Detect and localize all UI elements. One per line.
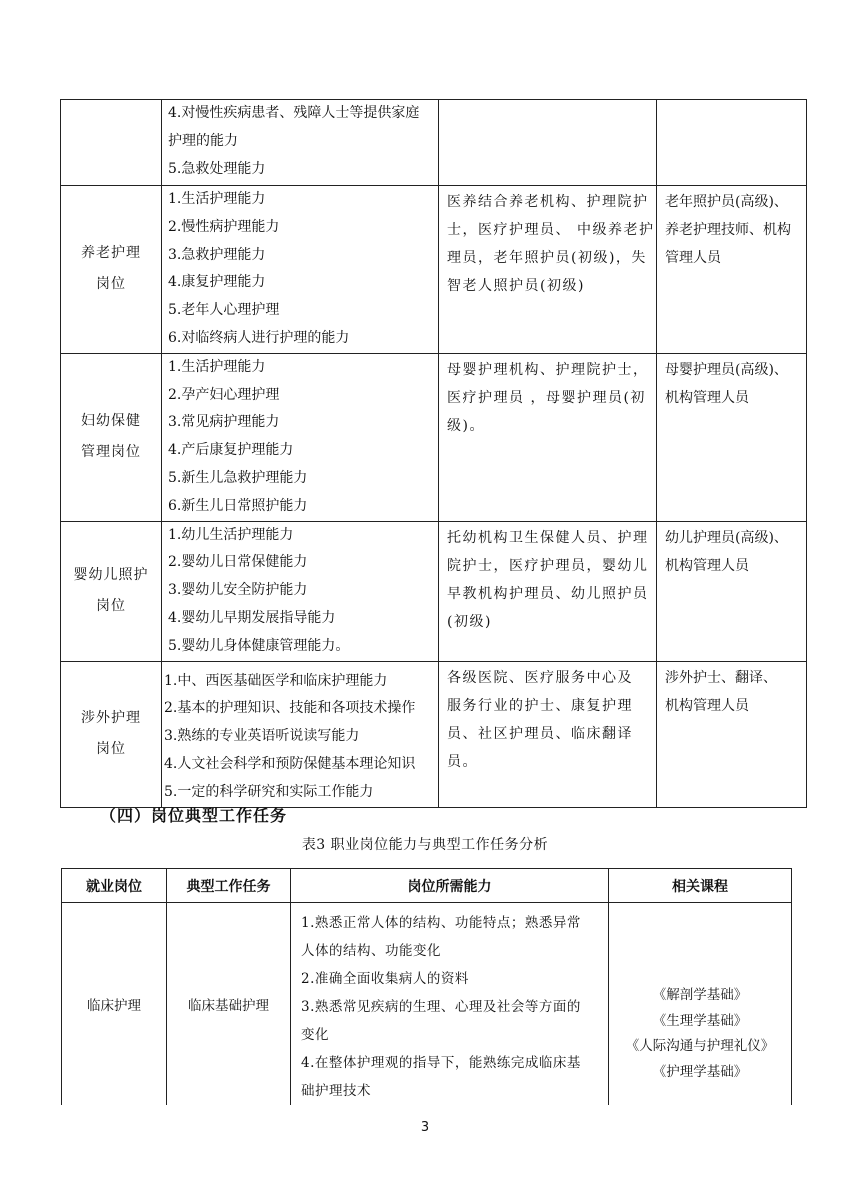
section-title: （四）岗位典型工作任务 (100, 806, 288, 825)
ability-line: 3.熟练的专业英语听说读写能力 (164, 728, 360, 745)
ability-line: 4.婴幼儿早期发展指导能力 (168, 609, 336, 626)
table-row (62, 903, 792, 1106)
ability-line: 2.孕产妇心理护理 (168, 386, 280, 403)
ability-line: 6.新生儿日常照护能力 (168, 497, 308, 514)
organizations-cell (439, 186, 657, 354)
ability-line: 4.产后康复护理能力 (168, 442, 294, 459)
org-line: 各级医院、医疗服务中心及 (447, 669, 633, 686)
abilities-cell (291, 903, 609, 1106)
table-row (61, 353, 807, 521)
post-name-cell (61, 186, 162, 354)
ability-line: 人体的结构、功能变化 (301, 943, 441, 959)
org-line: 员。 (447, 753, 478, 770)
cert-line: 老年照护员(高级)、 (665, 194, 788, 210)
ability-line: 5.急救处理能力 (168, 160, 266, 177)
task-cell: 临床基础护理 (167, 903, 291, 1106)
ability-line: 4.康复护理能力 (168, 274, 266, 291)
table-row (61, 521, 807, 661)
ability-line: 5.一定的科学研究和实际工作能力 (164, 783, 374, 800)
ability-line: 6.对临终病人进行护理的能力 (168, 329, 350, 346)
org-line: (初级) (447, 613, 492, 630)
column-header: 就业岗位 (62, 869, 167, 903)
organizations-cell (439, 100, 657, 186)
org-line: 医疗护理员 ，母婴护理员(初 (447, 389, 646, 406)
post-name: 妇幼保健 (81, 413, 141, 430)
post-name-cell (61, 521, 162, 661)
org-line: 母婴护理机构、护理院护士， (447, 361, 649, 378)
post-cell: 临床护理 (62, 903, 167, 1106)
cert-line: 涉外护士、翻译、 (665, 669, 777, 686)
ability-line: 1.生活护理能力 (168, 191, 266, 207)
org-line: 士，医疗护理员、 中级养老护 (447, 222, 655, 238)
post-name: 养老护理 (81, 245, 141, 262)
abilities-cell (162, 186, 439, 354)
cert-line: 机构管理人员 (665, 697, 749, 714)
cert-line: 机构管理人员 (665, 557, 749, 574)
ability-line: 1.幼儿生活护理能力 (168, 526, 294, 543)
ability-line: 护理的能力 (168, 132, 238, 149)
certificates-cell (657, 100, 807, 186)
certificates-cell (657, 521, 807, 661)
course-name: 《生理学基础》 (652, 1012, 748, 1029)
ability-line: 4.人文社会科学和预防保健基本理论知识 (164, 755, 416, 772)
org-line: 级)。 (447, 417, 485, 434)
cert-line: 幼儿护理员(高级)、 (665, 529, 788, 546)
table-row (61, 100, 807, 186)
ability-line: 3.常见病护理能力 (168, 414, 280, 431)
abilities-cell (162, 100, 439, 186)
ability-line: 1.生活护理能力 (168, 358, 266, 375)
post-name: 岗位 (96, 276, 126, 293)
org-line: 理员，老年照护员(初级)，失 (447, 250, 647, 266)
ability-line: 4.对慢性疾病患者、残障人士等提供家庭 (168, 105, 420, 121)
ability-line: 3.婴幼儿安全防护能力 (168, 582, 308, 599)
post-name: 管理岗位 (81, 444, 141, 461)
organizations-cell (439, 661, 657, 807)
ability-line: 5.婴幼儿身体健康管理能力。 (168, 637, 350, 654)
post-name: 岗位 (96, 598, 126, 615)
ability-line: 2.慢性病护理能力 (168, 218, 280, 235)
ability-line: 4.在整体护理观的指导下，能熟练完成临床基 (301, 1055, 581, 1071)
org-line: 员、社区护理员、临床翻译 (447, 725, 633, 742)
abilities-cell (162, 353, 439, 521)
column-header: 岗位所需能力 (291, 869, 609, 903)
post-name: 涉外护理 (81, 710, 141, 727)
certificates-cell (657, 353, 807, 521)
post-name-cell (61, 353, 162, 521)
organizations-cell (439, 521, 657, 661)
table-header-row (62, 869, 792, 903)
post-name: 岗位 (96, 741, 126, 758)
ability-line: 2.准确全面收集病人的资料 (301, 971, 469, 987)
ability-line: 1.熟悉正常人体的结构、功能特点；熟悉异常 (301, 915, 581, 931)
cert-line: 管理人员 (665, 250, 721, 266)
post-name-cell (61, 661, 162, 807)
ability-line: 变化 (301, 1027, 329, 1043)
ability-line: 5.新生儿急救护理能力 (168, 469, 308, 486)
column-header: 典型工作任务 (167, 869, 291, 903)
cert-line: 养老护理技师、机构 (665, 222, 791, 238)
ability-line: 2.婴幼儿日常保健能力 (168, 554, 308, 571)
cert-line: 母婴护理员(高级)、 (665, 361, 788, 378)
course-name: 《解剖学基础》 (652, 987, 748, 1003)
org-line: 医养结合养老机构、护理院护 (447, 194, 649, 210)
org-line: 院护士，医疗护理员，婴幼儿 (447, 557, 649, 574)
post-name: 婴幼儿照护 (73, 567, 149, 584)
org-line: 早教机构护理员、幼儿照护员 (447, 585, 649, 602)
table-caption: 表3 职业岗位能力与典型工作任务分析 (301, 837, 549, 853)
certificates-cell (657, 661, 807, 807)
org-line: 智老人照护员(初级) (447, 278, 585, 294)
ability-line: 3.急救护理能力 (168, 246, 266, 263)
organizations-cell (439, 353, 657, 521)
certificates-cell (657, 186, 807, 354)
column-header: 相关课程 (609, 869, 792, 903)
org-line: 托幼机构卫生保健人员、护理 (447, 529, 649, 546)
ability-line: 5.老年人心理护理 (168, 302, 280, 319)
page-number: 3 (420, 1120, 430, 1135)
course-name: 《护理学基础》 (652, 1063, 748, 1080)
abilities-cell (162, 521, 439, 661)
ability-line: 3.熟悉常见疾病的生理、心理及社会等方面的 (301, 999, 581, 1015)
task-analysis-table (61, 868, 792, 1105)
course-name: 《人际沟通与护理礼仪》 (625, 1038, 775, 1054)
cert-line: 机构管理人员 (665, 389, 749, 406)
ability-line: 2.基本的护理知识、技能和各项技术操作 (164, 700, 416, 717)
table-row (61, 661, 807, 807)
ability-line: 础护理技术 (301, 1083, 371, 1099)
courses-cell (609, 903, 792, 1106)
post-name-cell (61, 100, 162, 186)
abilities-cell (162, 661, 439, 807)
org-line: 服务行业的护士、康复护理 (447, 697, 633, 714)
table-row (61, 186, 807, 354)
post-ability-table (60, 99, 807, 808)
ability-line: 1.中、西医基础医学和临床护理能力 (164, 672, 388, 689)
